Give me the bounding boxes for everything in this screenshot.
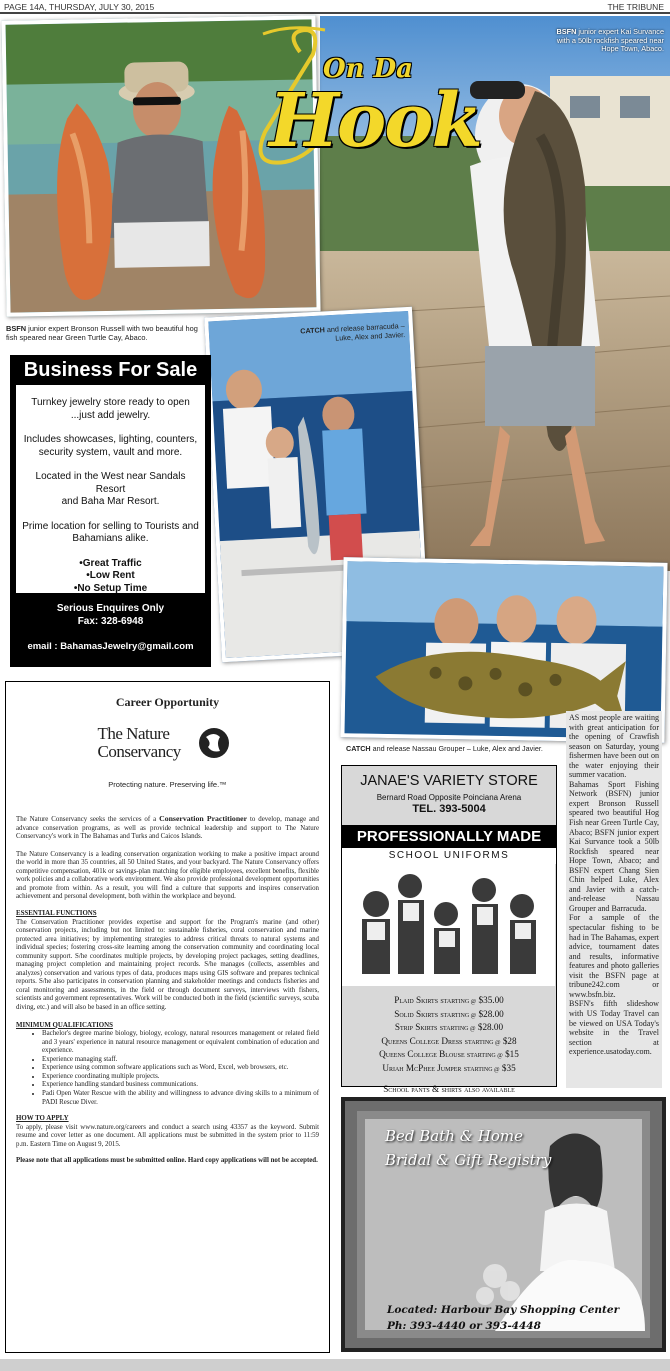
caption-grouper-text: and release Nassau Grouper – Luke, Alex and Javier. xyxy=(370,744,543,753)
career-paragraph: The Nature Conservancy is a leading conservation organization working to make a positive impact around the world in more than 35 countries, all 50 United States, and your backyard. The Nature Conservancy offers competitive compensation, 401k or savings-plan matching for eligible employees, excellent benefits, flexible work policies and a collaborative work environment. We also provide professional development opportunities and promote from within. As a result, you will find a culture that supports and inspires conservation achievement and personal development, both within the workplace and beyond. xyxy=(16,850,319,901)
price-starting: STARTING @ xyxy=(439,1026,476,1033)
janae-phone: TEL. 393-5004 xyxy=(412,803,486,815)
price-item-name: Plaid Skirts xyxy=(394,995,439,1005)
bridal-phone: Ph: 393-4440 or 393-4448 xyxy=(387,1320,541,1332)
business-ad-body xyxy=(16,385,205,593)
bridal-line2: Bridal & Gift Registry xyxy=(385,1151,552,1169)
price-value: $28 xyxy=(502,1035,517,1046)
price-value: $28.00 xyxy=(478,1008,504,1019)
career-p1-bold: Conservation Practitioner xyxy=(159,814,248,824)
career-qual-item: • Padi Open Water Rescue with the ability and willingness to advance diving skills to a minimum of PADI Rescue Diver. xyxy=(42,1090,319,1107)
career-quals-heading: MINIMUM QUALIFICATIONS xyxy=(16,1021,113,1029)
business-ad-line: Turnkey jewelry store ready to open xyxy=(31,397,190,408)
business-ad-serious: Serious Enquires Only xyxy=(56,603,165,614)
business-ad-bullet: •Low Rent xyxy=(86,570,135,581)
bridal-line1: Bed Bath & Home xyxy=(385,1127,524,1145)
business-ad-line: Bahamians alike. xyxy=(72,533,149,544)
price-starting: STARTING @ xyxy=(440,1012,477,1019)
price-item-name: Queens College Blouse xyxy=(379,1049,465,1060)
career-qual-item: • Experience managing staff. xyxy=(42,1056,319,1065)
logo-line1: The Nature xyxy=(97,723,170,743)
headline-line1: On Da xyxy=(323,54,413,84)
caption-kai xyxy=(556,28,664,54)
price-value: $35 xyxy=(501,1062,516,1073)
price-row xyxy=(342,1009,556,1023)
business-ad-line: ...just add jewelry. xyxy=(70,409,151,421)
headline-line2: Hook xyxy=(269,78,481,164)
business-ad-fax: Fax: 328-6948 xyxy=(77,616,144,627)
price-value: $28.00 xyxy=(477,1022,504,1033)
bridal-location: Located: Harbour Bay Shopping Center xyxy=(387,1304,620,1316)
business-ad-title: Business For Sale xyxy=(23,359,198,381)
janae-subtitle: SCHOOL UNIFORMS xyxy=(342,848,556,864)
page-bottom-rule xyxy=(0,1359,670,1371)
career-quals-list xyxy=(42,1030,319,1107)
price-value: $35.00 xyxy=(478,995,504,1005)
masthead xyxy=(0,0,670,14)
price-starting: STARTING @ xyxy=(440,999,477,1005)
career-opportunity-ad xyxy=(5,681,330,1353)
janae-title: JANAE'S VARIETY STORE xyxy=(360,773,538,789)
price-item-name: Queens College Dress xyxy=(381,1035,463,1046)
caption-barracuda-lead: CATCH xyxy=(300,325,326,336)
career-paragraph: To apply, please visit www.nature.org/careers and conduct a search using 43357 as the keyword. Submit resume and cover letter as one document. All applications must be submitted in the system prior to 11:59 p.m. Eastern Time on August 9, 2015. xyxy=(16,1123,319,1148)
janae-address: Bernard Road Opposite Poinciana Arena xyxy=(376,793,522,802)
business-ad-email: email : BahamasJewelry@gmail.com xyxy=(27,641,194,652)
caption-grouper xyxy=(346,744,566,753)
price-row xyxy=(342,1049,556,1063)
career-paragraph xyxy=(16,815,319,842)
nature-conservancy-logo xyxy=(98,725,238,781)
business-ad-bullet: •No Setup Time xyxy=(73,582,148,594)
price-item-name: Solid Skirts xyxy=(394,1008,439,1019)
business-ad-line: Located in the West near Sandals Resort xyxy=(35,471,186,495)
price-row xyxy=(342,1036,556,1050)
career-qual-item: • Experience using common software applications such as Word, Excel, web browsers, etc. xyxy=(42,1064,319,1073)
logo-line2: Conservancy xyxy=(97,741,181,761)
business-ad-line: and Baha Mar Resort. xyxy=(61,496,160,507)
page-date-label: PAGE 14A, THURSDAY, JULY 30, 2015 xyxy=(4,2,155,12)
business-ad-bullet: •Great Traffic xyxy=(79,557,142,569)
article-body: AS most people are waiting with great anticipation for the opening of Crawfish season on Saturday, young fishermen have been out on the water enjoying their summer vacation. Bahamas Sport Fishing Network (BSFN) junior expert Bronson Russell speared two beautiful Hog Fish near Green Turtle Cay, Abaco; BSFN junior expert Kai Survance took a 50lb Rockfish speared near Hope Town, Abaco; and BSFN expert Chang Sien Chin helped Luke, Alex and Javier with a catch-and-release Nassau Grouper and Barracuda. For a sample of the spectacular fishing to be had in The Bahamas, expert advice, tournament dates and results, informative features and photo galleries visit the BSFN page at tribune242.com or www.bsfn.biz. BSFN's fifth slideshow with US Today Travel can be viewed on USA Today's website in the Travel section at experience.usatoday.com. xyxy=(566,711,662,1088)
caption-bronson xyxy=(6,324,206,342)
janae-variety-store-ad xyxy=(341,765,557,1094)
janae-footer: School pants & shirts also available xyxy=(383,1083,515,1094)
price-starting: STARTING @ xyxy=(466,1053,503,1060)
caption-bronson-lead: BSFN xyxy=(6,324,27,333)
price-value: $15 xyxy=(505,1049,519,1060)
bridal-registry-ad xyxy=(341,1097,666,1352)
price-row xyxy=(342,1063,556,1077)
career-tagline: Protecting nature. Preserving life.™ xyxy=(108,779,227,789)
headline xyxy=(205,22,481,182)
publication-name: THE TRIBUNE xyxy=(607,2,664,12)
business-ad-line: Includes showcases, lighting, counters, xyxy=(23,434,198,445)
career-p1-pre: The Nature Conservancy seeks the services of a xyxy=(16,816,160,824)
career-qual-item: • Bachelor's degree marine biology, biology, ecology, natural resources management or related field and 3 years' experience in natural resource management or equivalent combination of education and experience. xyxy=(42,1030,319,1056)
price-starting: STARTING @ xyxy=(464,1039,501,1046)
price-item-name: Strip Skirts xyxy=(394,1022,438,1033)
janae-banner: PROFESSIONALLY MADE xyxy=(342,825,556,848)
caption-kai-lead: BSFN xyxy=(556,27,577,36)
globe-leaf-icon xyxy=(198,727,230,759)
career-qual-item: • Experience handling standard business communications. xyxy=(42,1081,319,1090)
career-heading: Career Opportunity xyxy=(115,695,220,709)
price-row xyxy=(342,1022,556,1036)
career-qual-item: • Experience coordinating multiple projects. xyxy=(42,1073,319,1082)
uniform-children-image xyxy=(342,864,555,986)
janae-price-list xyxy=(342,995,556,1095)
caption-grouper-lead: CATCH xyxy=(346,744,371,753)
career-p1-post: to develop, manage and advance conservation programs, as well as provide technical leadership and support to The Nature Conservancy's work in The Bahamas and Turks and Caicos Islands. xyxy=(16,816,319,841)
price-row xyxy=(342,995,556,1009)
business-ad-line: Prime location for selling to Tourists and xyxy=(22,520,199,532)
business-ad-line: security system, vault and more. xyxy=(38,446,183,458)
career-functions-heading: ESSENTIAL FUNCTIONS xyxy=(16,910,97,918)
caption-barracuda-text: and release barracuda – Luke, Alex and Javier. xyxy=(324,321,406,343)
caption-kai-text: junior expert Kai Survance with a 50lb rockfish speared near Hope Town, Abaco. xyxy=(556,27,664,54)
price-starting: STARTING @ xyxy=(463,1066,500,1073)
business-for-sale-ad xyxy=(10,355,211,667)
price-item-name: Uriah McPhee Jumper xyxy=(382,1062,462,1073)
career-paragraph: The Conservation Practitioner provides expertise and support for the Program's marine (and other) conservation projects, including but not limited to: sustainable fisheries, coral conservation and marine protected area initiatives; by implementing strategies to address critical threats to natural systems and individual species; fostering cross-site learning among the conservation community and coordinating local community support. S/he coordinates multiple projects, by developing project packages, setting deadlines, managing project completion and maintaining project records. S/he manages (collects, assembles and analyzes) conservation and various types of data, produces maps using GIS software and prepares technical reports. S/he also participates in conservation planning and stakeholder meetings and conducts fisheries and coral monitoring and assessments, in the field or through document surveys, interviews with fishers, scientists and government representatives. Work will be conducted both in the field (scientific surveys, scuba diving, etc.) and will also be based in an office setting. xyxy=(16,918,319,1012)
career-apply-heading: HOW TO APPLY xyxy=(16,1115,69,1123)
caption-bronson-text: junior expert Bronson Russell with two beautiful hog fish speared near Green Turtle Cay, Abaco. xyxy=(6,324,198,342)
career-note: Please note that all applications must be submitted online. Hard copy applications will not be accepted. xyxy=(16,1157,318,1165)
